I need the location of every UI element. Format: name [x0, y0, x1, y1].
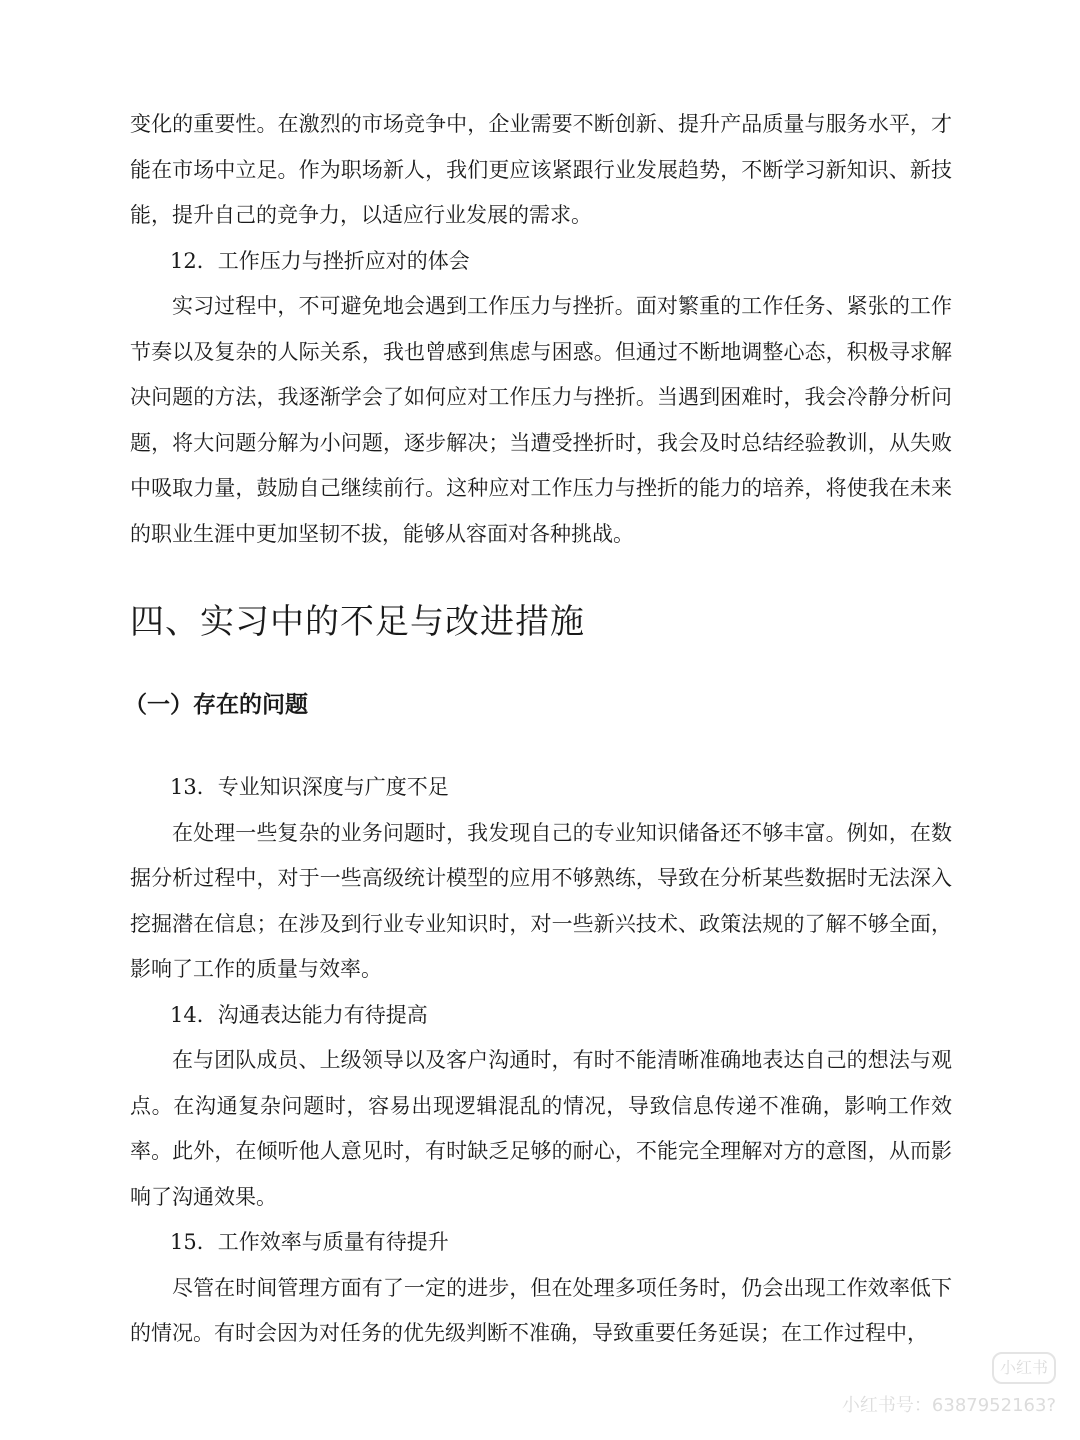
item-15-body: 尽管在时间管理方面有了一定的进步，但在处理多项任务时，仍会出现工作效率低下的情况。有时会因为对任务的优先级判断不准确，导致重要任务延误；在工作过程中，: [130, 1275, 952, 1345]
item-12-heading: 12．工作压力与挫折应对的体会: [170, 248, 470, 273]
watermark-id: 小红书号：6387952163?: [841, 1395, 1056, 1416]
item-13-heading: 13．专业知识深度与广度不足: [170, 775, 449, 799]
item-14-body: 在与团队成员、上级领导以及客户沟通时，有时不能清晰准确地表达自己的想法与观点。在沟通复杂问题时，容易出现逻辑混乱的情况，导致信息传递不准确，影响工作效率。此外，在倾听他人意见时，有时缺乏足够的耐心，不能完全理解对方的意图，从而影响了沟通效果。: [130, 1048, 952, 1209]
section-4-title: 四、实习中的不足与改进措施: [130, 602, 585, 642]
intro-paragraph: 变化的重要性。在激烈的市场竞争中，企业需要不断创新、提升产品质量与服务水平，才能在市场中立足。作为职场新人，我们更应该紧跟行业发展趋势，不断学习新知识、新技能，提升自己的竞争力，以适应行业发展的需求。: [130, 112, 952, 227]
item-13-body: 在处理一些复杂的业务问题时，我发现自己的专业知识储备还不够丰富。例如，在数据分析过程中，对于一些高级统计模型的应用不够熟练，导致在分析某些数据时无法深入挖掘潜在信息；在涉及到行业专业知识时，对一些新兴技术、政策法规的了解不够全面，影响了工作的质量与效率。: [130, 820, 952, 981]
item-15-heading: 15．工作效率与质量有待提升: [170, 1230, 449, 1254]
watermark: [842, 1352, 1056, 1420]
item-14-heading: 14．沟通表达能力有待提高: [170, 1002, 428, 1027]
watermark-logo: 小红书: [992, 1352, 1056, 1384]
item-12-body: 实习过程中，不可避免地会遇到工作压力与挫折。面对繁重的工作任务、紧张的工作节奏以及复杂的人际关系，我也曾感到焦虑与困惑。但通过不断地调整心态，积极寻求解决问题的方法，我逐渐学会了如何应对工作压力与挫折。当遇到困难时，我会冷静分析问题，将大问题分解为小问题，逐步解决；当遭受挫折时，我会及时总结经验教训，从失败中吸取力量，鼓励自己继续前行。这种应对工作压力与挫折的能力的培养，将使我在未来的职业生涯中更加坚韧不拔，能够从容面对各种挑战。: [130, 294, 952, 546]
subsection-1-title: （一）存在的问题: [124, 691, 308, 718]
document-page: [124, 102, 952, 1357]
